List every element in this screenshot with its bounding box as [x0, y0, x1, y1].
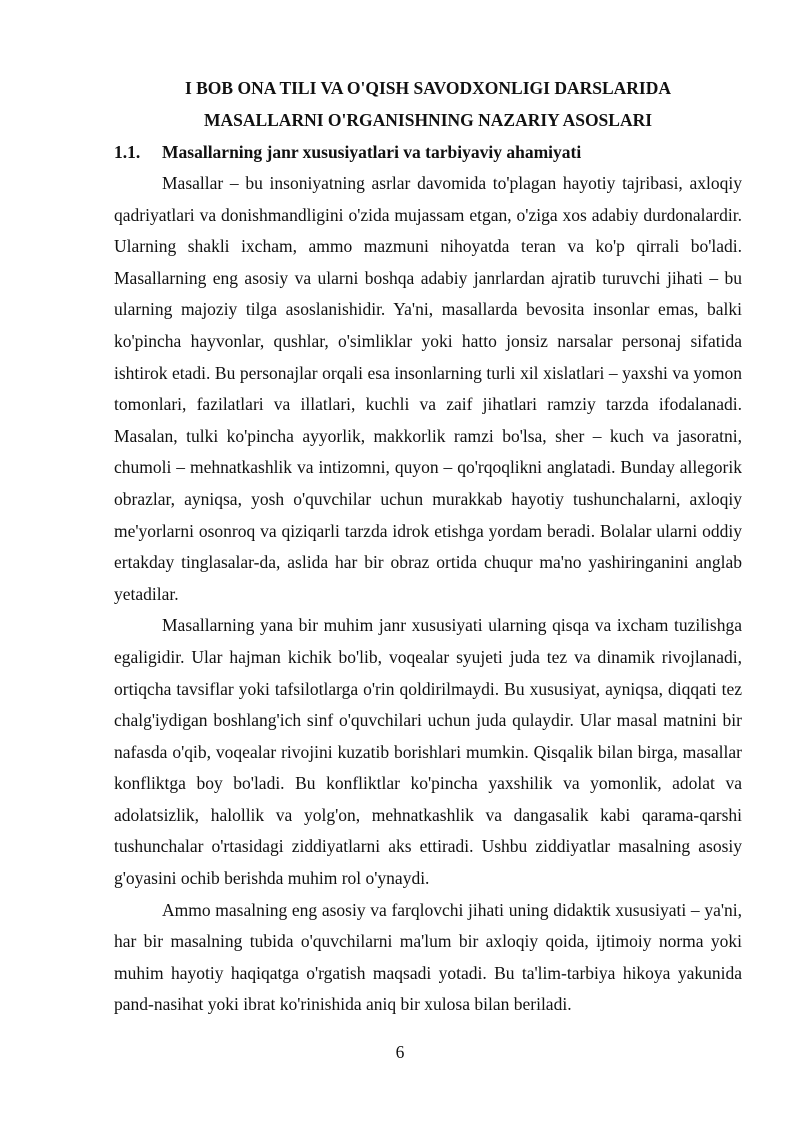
section-number: 1.1.: [114, 142, 141, 162]
chapter-title: [114, 72, 742, 136]
section-title: Masallarning janr xususiyatlari va tarbiyaviy ahamiyati: [162, 142, 582, 162]
body-paragraph: Masallarning yana bir muhim janr xususiyati ularning qisqa va ixcham tuzilishga egaligidir. Ular hajman kichik bo'lib, voqealar syujeti juda tez va dinamik rivojlanadi, ortiqcha tavsiflar yoki tafsilotlarga o'rin qoldirilmaydi. Bu xususiyat, ayniqsa, diqqati tez chalg'iydigan boshlang'ich sinf o'quvchilari uchun juda qulaydir. Ular masal matnini bir nafasda o'qib, voqealar rivojini kuzatib borishlari mumkin. Qisqalik bilan birga, masallar konfliktga boy bo'ladi. Bu konfliktlar ko'pincha yaxshilik va yomonlik, adolat va adolatsizlik, halollik va yolg'on, mehnatkashlik va dangasalik kabi qarama-qarshi tushunchalar o'rtasidagi ziddiyatlarni aks ettiradi. Ushbu ziddiyatlar masalning asosiy g'oyasini ochib berishda muhim rol o'ynaydi.: [114, 615, 742, 889]
page-number: 6: [395, 1042, 405, 1062]
section-heading: [114, 136, 742, 168]
chapter-title-line-1: I BOB ONA TILI VA O'QISH SAVODXONLIGI DARSLARIDA: [184, 78, 672, 98]
chapter-title-line-2: MASALLARNI O'RGANISHNING NAZARIY ASOSLARI: [203, 110, 653, 130]
document-page: [114, 72, 742, 1021]
body-paragraph: Masallar – bu insoniyatning asrlar davomida to'plagan hayotiy tajribasi, axloqiy qadriyatlari va donishmandligini o'zida mujassam etgan, o'ziga xos adabiy durdonalardir. Ularning shakli ixcham, ammo mazmuni nihoyatda teran va ko'p qirrali bo'ladi. Masallarning eng asosiy va ularni boshqa adabiy janrlardan ajratib turuvchi jihati – bu ularning majoziy tilga asoslanishidir. Ya'ni, masallarda bevosita insonlar emas, balki ko'pincha hayvonlar, qushlar, o'simliklar yoki hatto jonsiz narsalar personaj sifatida ishtirok etadi. Bu personajlar orqali esa insonlarning turli xil xislatlari – yaxshi va yomon tomonlari, fazilatlari va illatlari, kuchli va zaif jihatlari ramziy tarzda ifodalanadi. Masalan, tulki ko'pincha ayyorlik, makkorlik ramzi bo'lsa, sher – kuch va jasoratni, chumoli – mehnatkashlik va intizomni, quyon – qo'rqoqlikni anglatadi. Bunday allegorik obrazlar, ayniqsa, yosh o'quvchilar uchun murakkab hayotiy tushunchalarni, axloqiy me'yorlarni osonroq va qiziqarli tarzda idrok etishga yordam beradi. Bolalar ularni oddiy ertakday tinglasalar-da, aslida har bir obraz ortida chuqur ma'no yashiringanini anglab yetadilar.: [114, 173, 742, 604]
body-paragraph: Ammo masalning eng asosiy va farqlovchi jihati uning didaktik xususiyati – ya'ni, har bir masalning tubida o'quvchilarni ma'lum bir axloqiy qoida, ijtimoiy norma yoki muhim hayotiy haqiqatga o'rgatish maqsadi yotadi. Bu ta'lim-tarbiya hikoya yakunida pand-nasihat yoki ibrat ko'rinishida aniq bir xulosa bilan beriladi.: [114, 899, 742, 1015]
